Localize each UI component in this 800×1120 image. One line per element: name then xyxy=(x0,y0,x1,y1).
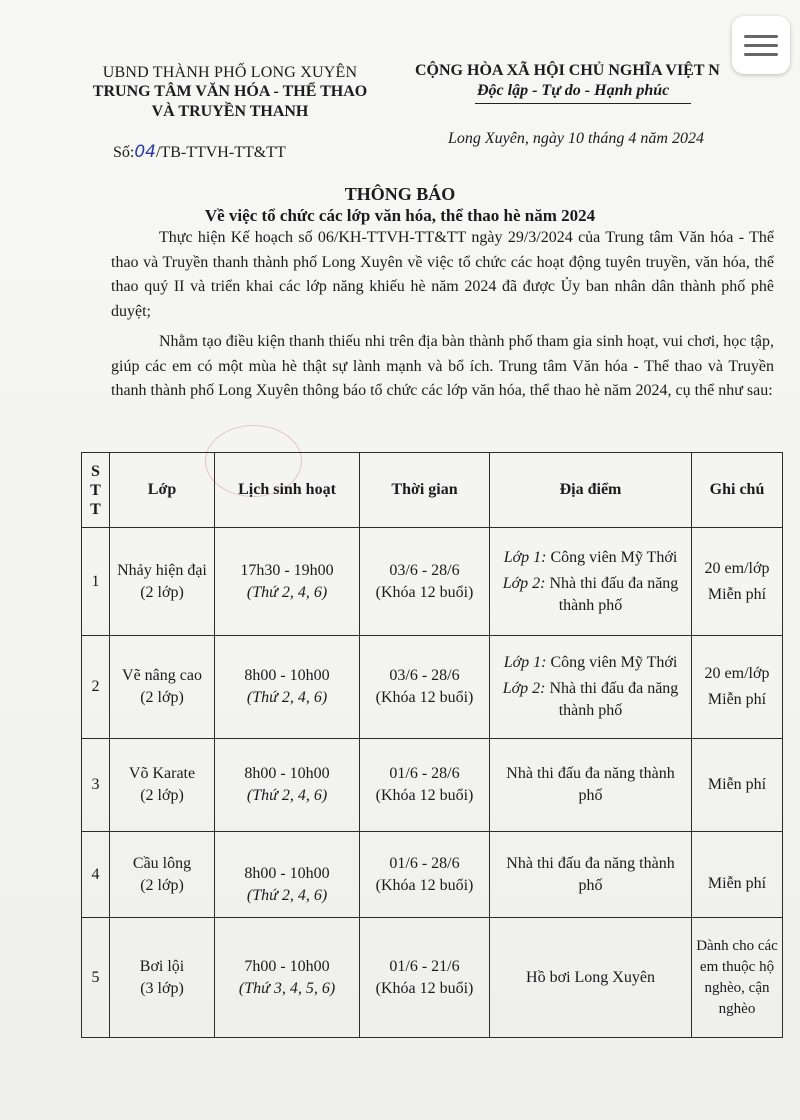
menu-icon xyxy=(744,35,778,38)
national-header xyxy=(415,62,800,100)
center-name-line1: TRUNG TÂM VĂN HÓA - THỂ THAO xyxy=(92,83,368,100)
row-location: Nhà thi đấu đa năng thành phố xyxy=(490,739,692,832)
agency-name: UBND THÀNH PHỐ LONG XUYÊN xyxy=(102,64,358,81)
row-note: Dành cho các em thuộc hộ nghèo, cận nghèo xyxy=(692,918,783,1038)
row-stt: 1 xyxy=(82,528,110,636)
table-row xyxy=(82,832,783,918)
row-stt: 3 xyxy=(82,739,110,832)
handwritten-number: 04 xyxy=(134,142,156,162)
row-location: Lớp 1: Công viên Mỹ Thới Lớp 2: Nhà thi đấu đa năng thành phố xyxy=(490,636,692,739)
paragraph-1: Thực hiện Kế hoạch số 06/KH-TTVH-TT&TT ngày 29/3/2024 của Trung tâm Văn hóa - Thể thao và Truyền thanh thành phố Long Xuyên về việc tổ chức các hoạt động tuyên truyền, văn hóa, thể thao quý II và triển khai các lớp năng khiếu hè năm 2024 đã được Ủy ban nhân dân thành phố phê duyệt; xyxy=(111,229,774,320)
row-schedule: 17h30 - 19h00 (Thứ 2, 4, 6) xyxy=(215,528,360,636)
row-class: Cầu lông (2 lớp) xyxy=(110,832,215,918)
row-time: 01/6 - 21/6 (Khóa 12 buổi) xyxy=(360,918,490,1038)
row-stt: 4 xyxy=(82,832,110,918)
header-time: Thời gian xyxy=(360,453,490,528)
center-name-line2: VÀ TRUYỀN THANH xyxy=(151,103,309,120)
table-row xyxy=(82,739,783,832)
republic-name: CỘNG HÒA XÃ HỘI CHỦ NGHĨA VIỆT N xyxy=(415,62,720,79)
row-schedule: 8h00 - 10h00 (Thứ 2, 4, 6) xyxy=(215,739,360,832)
document-title: THÔNG BÁO xyxy=(344,184,456,204)
header-note: Ghi chú xyxy=(692,453,783,528)
row-class: Võ Karate (2 lớp) xyxy=(110,739,215,832)
row-class: Nhảy hiện đại (2 lớp) xyxy=(110,528,215,636)
row-location: Nhà thi đấu đa năng thành phố xyxy=(490,832,692,918)
row-note: 20 em/lớp Miễn phí xyxy=(692,636,783,739)
issuer-block xyxy=(70,64,390,122)
row-schedule: 8h00 - 10h00 (Thứ 2, 4, 6) xyxy=(215,636,360,739)
header-location: Địa điểm xyxy=(490,453,692,528)
row-time: 03/6 - 28/6 (Khóa 12 buổi) xyxy=(360,636,490,739)
table-row xyxy=(82,636,783,739)
row-stt: 2 xyxy=(82,636,110,739)
issue-date: Long Xuyên, ngày 10 tháng 4 năm 2024 xyxy=(448,130,704,147)
header-class: Lớp xyxy=(110,453,215,528)
motto-underline xyxy=(475,103,691,104)
row-location: Lớp 1: Công viên Mỹ Thới Lớp 2: Nhà thi đấu đa năng thành phố xyxy=(490,528,692,636)
document-subtitle: Về việc tổ chức các lớp văn hóa, thể thao hè năm 2024 xyxy=(204,206,596,225)
row-time: 03/6 - 28/6 (Khóa 12 buổi) xyxy=(360,528,490,636)
row-note: Miễn phí xyxy=(692,739,783,832)
table-header-row xyxy=(82,453,783,528)
header-stt: S T T xyxy=(82,453,110,528)
row-class: Bơi lội (3 lớp) xyxy=(110,918,215,1038)
row-time: 01/6 - 28/6 (Khóa 12 buổi) xyxy=(360,739,490,832)
row-location: Hồ bơi Long Xuyên xyxy=(490,918,692,1038)
row-note: 20 em/lớp Miễn phí xyxy=(692,528,783,636)
row-schedule: 8h00 - 10h00 (Thứ 2, 4, 6) xyxy=(215,832,360,918)
document-number: Số:04/TB-TTVH-TT&TT xyxy=(113,142,286,162)
row-time: 01/6 - 28/6 (Khóa 12 buổi) xyxy=(360,832,490,918)
row-note: Miễn phí xyxy=(692,832,783,918)
row-schedule: 7h00 - 10h00 (Thứ 3, 4, 5, 6) xyxy=(215,918,360,1038)
table-row xyxy=(82,918,783,1038)
paragraph-2: Nhằm tạo điều kiện thanh thiếu nhi trên địa bàn thành phố tham gia sinh hoạt, vui chơi, học tập, giúp các em có một mùa hè thật sự lành mạnh và bổ ích. Trung tâm Văn hóa - Thể thao và Truyền thanh thành phố Long Xuyên thông báo tổ chức các lớp văn hóa, thể thao hè năm 2024, cụ thể như sau: xyxy=(111,333,774,399)
row-stt: 5 xyxy=(82,918,110,1038)
schedule-table xyxy=(81,452,783,1038)
table-row xyxy=(82,528,783,636)
national-motto: Độc lập - Tự do - Hạnh phúc xyxy=(477,82,670,99)
row-class: Vẽ nâng cao (2 lớp) xyxy=(110,636,215,739)
header-schedule: Lịch sinh hoạt xyxy=(215,453,360,528)
